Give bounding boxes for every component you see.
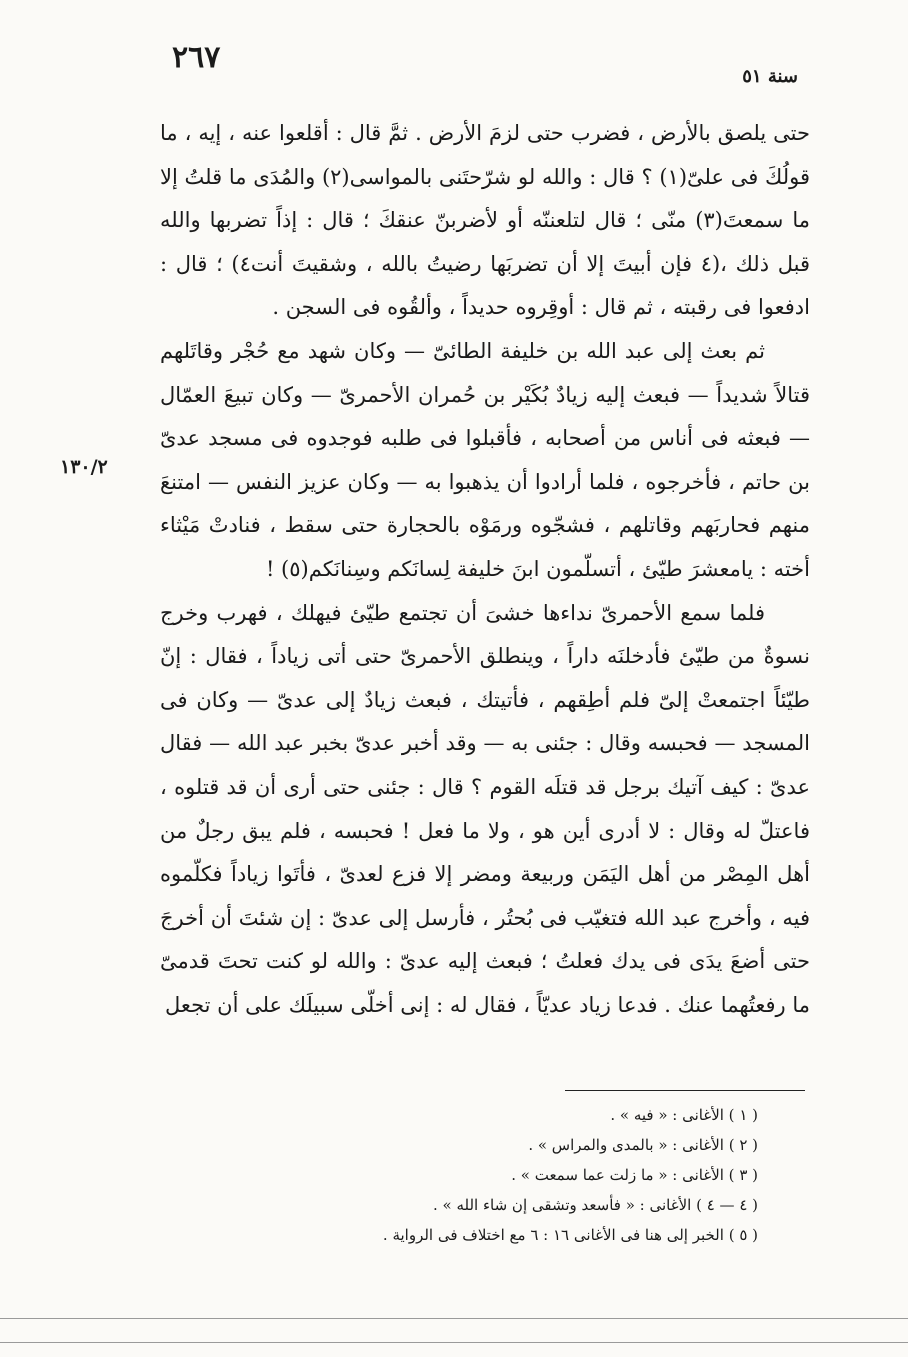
- scan-edge-line: [0, 1342, 908, 1343]
- footnote-5: ( ٥ ) الخبر إلى هنا فى الأغانى ١٦ : ٦ مع اختلاف فى الرواية .: [382, 1226, 758, 1244]
- footnote-4: ( ٤ — ٤ ) الأغانى : « فأسعد وتشقى إن شاء الله » .: [432, 1196, 758, 1214]
- paragraph-2: ثم بعث إلى عبد الله بن خليفة الطائىّ — وكان شهد مع حُجْر وقاتَلهم قتالاً شديداً — فبعث إليه زيادٌ بُكَيْر بن حُمران الأحمرىّ — وكان تبيعَ العمّال — فبعثه فى أناس من أصحابه ، فأقبلوا فى طلبه فوجدوه فى مسجد عدىّ بن حاتم ، فأخرجوه ، فلما أرادوا أن يذهبوا به — وكان عزيز النفس — امتنعَ منهم فحاربَهم وقاتلهم ، فشجّوه ورمَوْه بالحجارة حتى سقط ، فنادتْ مَيْثاء أخته : يامعشرَ طيّئ ، أتسلّمون ابنَ خليفة لِسانَكم وسِنانَكم(٥) !: [160, 338, 810, 581]
- footnote-3: ( ٣ ) الأغانى : « ما زلت عما سمعت » .: [511, 1166, 758, 1184]
- footnote-1: ( ١ ) الأغانى : « فيه » .: [610, 1106, 758, 1124]
- paragraph-3: فلما سمع الأحمرىّ نداءها خشىَ أن تجتمع طيّئ فيهلك ، فهرب وخرج نسوةٌ من طيّئ فأدخلنَه داراً ، وينطلق الأحمرىّ حتى أتى زياداً ، فقال : إنّ طيّئاً اجتمعتْ إلىّ فلم أطِقهم ، فأتيتك ، فبعث زيادٌ إلى عدىّ — وكان فى المسجد — فحبسه وقال : جئنى به — وقد أخبر عدىّ بخبر عبد الله — فقال عدىّ : كيف آتيك برجل قد قتلَه القوم ؟ قال : جئنى حتى أرى أن قد قتلوه ، فاعتلّ له وقال : لا أدرى أين هو ، ولا ما فعل ! فحبسه ، فلم يبق رجلٌ من أهل المِصْر من أهل اليَمَن وربيعة ومضر إلا فزع لعدىّ ، فأتَوا زياداً فكلّموه فيه ، وأخرج عبد الله فتغيّب فى بُحتُر ، فأرسل إلى عدىّ : إن شئتَ أن أخرجَ حتى أضعَ يدَى فى يدك فعلتُ ؛ فبعث إليه عدىّ : والله لو كنت تحتَ قدمىّ ما رفعتُهما عنك . فدعا زياد عديّاً ، فقال له : إنى أخلّى سبيلَك على أن تجعل: [160, 600, 810, 1017]
- margin-reference: ١٣٠/٢: [60, 456, 108, 478]
- main-text: [160, 112, 810, 1027]
- footnote-2: ( ٢ ) الأغانى : « بالمدى والمراس » .: [528, 1136, 758, 1154]
- year-label: سنة ٥١: [742, 66, 798, 87]
- scan-edge-line: [0, 1318, 908, 1319]
- paragraph-1: حتى يلصق بالأرض ، فضرب حتى لزمَ الأرض . ثمَّ قال : أقلعوا عنه ، إيه ، ما قولُكَ فى علىّ(١) ؟ قال : والله لو شرّحتَنى بالمواسى(٢) والمُدَى ما قلتُ إلا ما سمعتَ(٣) منّى ؛ قال لتلعننّه أو لأضربنّ عنقكَ ؛ قال : إذاً تضربها والله قبل ذلك ،(٤ فإن أبيتَ إلا أن تضربَها رضيتُ بالله ، وشقيتَ أنت٤) ؛ قال : ادفعوا فى رقبته ، ثم قال : أوقِروه حديداً ، وألقُوه فى السجن .: [160, 121, 810, 320]
- footnote-divider: [565, 1090, 805, 1091]
- footnotes: [158, 1100, 758, 1250]
- page-number: ٢٦٧: [172, 40, 221, 75]
